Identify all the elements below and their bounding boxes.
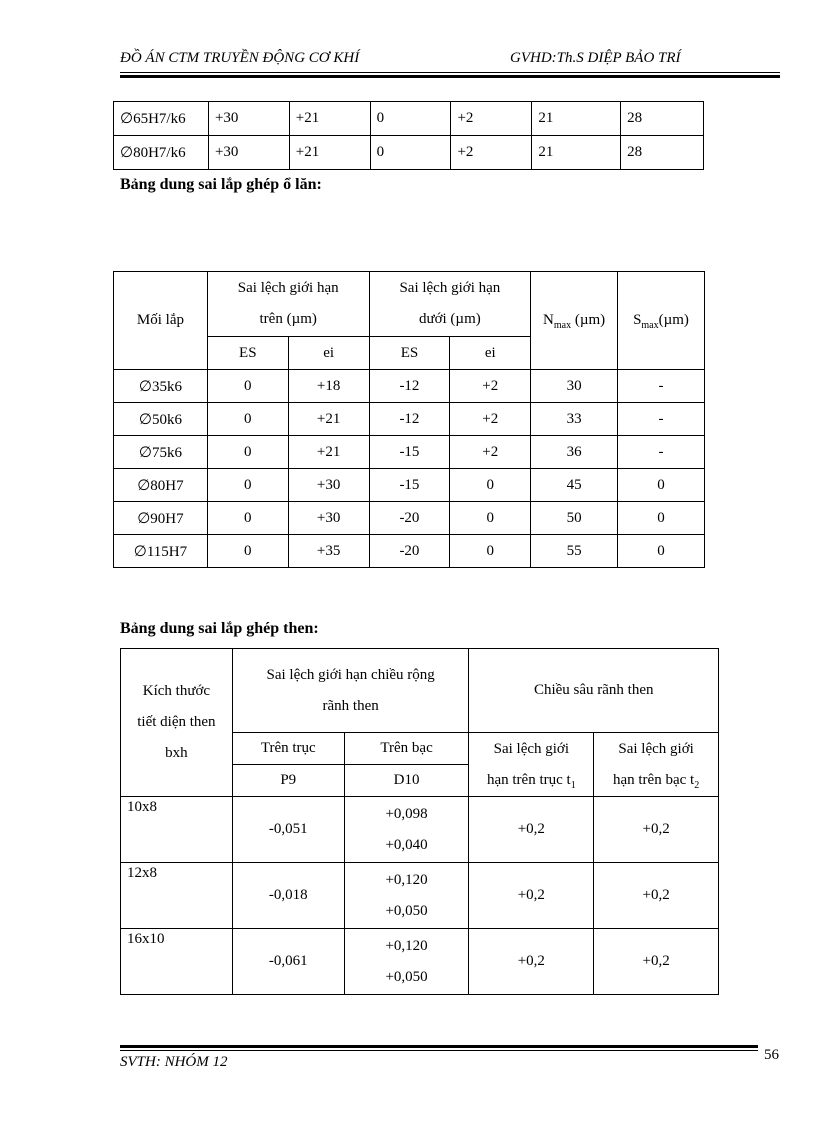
p9-cell: -0,061 xyxy=(232,929,344,995)
value-cell: 28 xyxy=(621,102,704,136)
fit-tolerance-table-continued xyxy=(113,101,704,170)
table-row xyxy=(114,370,705,403)
value-cell: - xyxy=(618,370,705,403)
key-size-header: Kích thước tiết diện then bxh xyxy=(121,649,233,797)
value-cell: -12 xyxy=(369,403,450,436)
key-size-cell: 12x8 xyxy=(121,863,233,929)
value-cell: - xyxy=(618,436,705,469)
p9-cell: -0,051 xyxy=(232,797,344,863)
value-cell: 0 xyxy=(207,502,288,535)
value-cell: 0 xyxy=(450,535,531,568)
header-project-title: ĐỒ ÁN CTM TRUYỀN ĐỘNG CƠ KHÍ xyxy=(120,50,360,66)
d10-cell: +0,098 +0,040 xyxy=(344,797,469,863)
value-cell: 0 xyxy=(618,469,705,502)
fit-cell: ∅65H7/k6 xyxy=(114,102,209,136)
value-cell: 0 xyxy=(618,535,705,568)
fit-cell: ∅80H7/k6 xyxy=(114,136,209,170)
p9-cell: -0,018 xyxy=(232,863,344,929)
t1-cell: +0,2 xyxy=(469,863,594,929)
value-cell: - xyxy=(618,403,705,436)
value-cell: +30 xyxy=(208,136,289,170)
footer-rule-thick xyxy=(120,1045,758,1048)
fit-cell: ∅90H7 xyxy=(114,502,208,535)
value-cell: 0 xyxy=(207,370,288,403)
value-cell: +2 xyxy=(450,436,531,469)
value-cell: 33 xyxy=(531,403,618,436)
value-cell: -12 xyxy=(369,370,450,403)
t2-cell: +0,2 xyxy=(594,863,719,929)
value-cell: 21 xyxy=(532,136,621,170)
table-row xyxy=(121,797,719,863)
bearing-fit-table xyxy=(113,271,705,568)
es-header: ES xyxy=(369,337,450,370)
es-header: ES xyxy=(207,337,288,370)
value-cell: 0 xyxy=(618,502,705,535)
value-cell: +2 xyxy=(450,403,531,436)
fit-cell: ∅80H7 xyxy=(114,469,208,502)
bush-header: Trên bạc xyxy=(344,733,469,765)
fit-cell: ∅75k6 xyxy=(114,436,208,469)
value-cell: 0 xyxy=(370,102,451,136)
fit-cell: ∅115H7 xyxy=(114,535,208,568)
t2-cell: +0,2 xyxy=(594,797,719,863)
value-cell: +21 xyxy=(289,102,370,136)
d10-cell: +0,120 +0,050 xyxy=(344,929,469,995)
value-cell: +2 xyxy=(450,370,531,403)
table-row xyxy=(121,863,719,929)
value-cell: +21 xyxy=(288,436,369,469)
key-size-cell: 10x8 xyxy=(121,797,233,863)
value-cell: 50 xyxy=(531,502,618,535)
upper-deviation-header: Sai lệch giới hạn trên (µm) xyxy=(207,272,369,337)
fit-header: Mối lắp xyxy=(114,272,208,370)
header-rule-thin xyxy=(120,72,780,73)
table-row xyxy=(121,929,719,995)
table-header-row xyxy=(121,649,719,733)
value-cell: +30 xyxy=(208,102,289,136)
value-cell: 0 xyxy=(207,403,288,436)
value-cell: 0 xyxy=(207,436,288,469)
value-cell: 0 xyxy=(370,136,451,170)
table-header-row xyxy=(114,272,705,337)
t1-cell: +0,2 xyxy=(469,929,594,995)
value-cell: 36 xyxy=(531,436,618,469)
ei-header: ei xyxy=(450,337,531,370)
fit-cell: ∅35k6 xyxy=(114,370,208,403)
value-cell: +35 xyxy=(288,535,369,568)
footer-rule-thin xyxy=(120,1050,758,1051)
value-cell: +30 xyxy=(288,469,369,502)
value-cell: 0 xyxy=(450,469,531,502)
table-row xyxy=(114,535,705,568)
value-cell: +21 xyxy=(289,136,370,170)
depth-header: Chiều sâu rãnh then xyxy=(469,649,719,733)
shaft-header: Trên trục xyxy=(232,733,344,765)
fit-cell: ∅50k6 xyxy=(114,403,208,436)
key-table-caption: Bảng dung sai lắp ghép then: xyxy=(120,620,319,637)
t2-cell: +0,2 xyxy=(594,929,719,995)
bush-depth-deviation-header: Sai lệch giới hạn trên bạc $t_2$ xyxy=(594,733,719,797)
value-cell: 0 xyxy=(207,535,288,568)
page-number: 56 xyxy=(764,1047,779,1063)
value-cell: 30 xyxy=(531,370,618,403)
value-cell: 21 xyxy=(532,102,621,136)
table-row xyxy=(114,502,705,535)
value-cell: 0 xyxy=(450,502,531,535)
table-row xyxy=(114,469,705,502)
d10-header: D10 xyxy=(344,765,469,797)
smax-header: $S_{max}(\mu m)$ xyxy=(618,272,705,370)
value-cell: -15 xyxy=(369,436,450,469)
header-rule-thick xyxy=(120,75,780,78)
key-fit-table xyxy=(120,648,719,995)
table-row xyxy=(114,136,704,170)
value-cell: +2 xyxy=(451,136,532,170)
bearing-table-caption: Bảng dung sai lắp ghép ổ lăn: xyxy=(120,176,322,193)
table-row xyxy=(114,436,705,469)
value-cell: 28 xyxy=(621,136,704,170)
value-cell: +18 xyxy=(288,370,369,403)
table-row xyxy=(114,403,705,436)
header-advisor: GVHD:Th.S DIỆP BẢO TRÍ xyxy=(510,50,681,66)
value-cell: 0 xyxy=(207,469,288,502)
footer-student-group: SVTH: NHÓM 12 xyxy=(120,1054,228,1070)
d10-cell: +0,120 +0,050 xyxy=(344,863,469,929)
width-deviation-header: Sai lệch giới hạn chiều rộng rãnh then xyxy=(232,649,469,733)
value-cell: 55 xyxy=(531,535,618,568)
value-cell: +21 xyxy=(288,403,369,436)
value-cell: -20 xyxy=(369,502,450,535)
shaft-depth-deviation-header: Sai lệch giới hạn trên trục $t_1$ xyxy=(469,733,594,797)
ei-header: ei xyxy=(288,337,369,370)
nmax-header: $N_{max}$ (µm) xyxy=(531,272,618,370)
value-cell: 45 xyxy=(531,469,618,502)
lower-deviation-header: Sai lệch giới hạn dưới (µm) xyxy=(369,272,531,337)
value-cell: -20 xyxy=(369,535,450,568)
table-row xyxy=(114,102,704,136)
value-cell: +30 xyxy=(288,502,369,535)
t1-cell: +0,2 xyxy=(469,797,594,863)
value-cell: +2 xyxy=(451,102,532,136)
p9-header: P9 xyxy=(232,765,344,797)
value-cell: -15 xyxy=(369,469,450,502)
key-size-cell: 16x10 xyxy=(121,929,233,995)
